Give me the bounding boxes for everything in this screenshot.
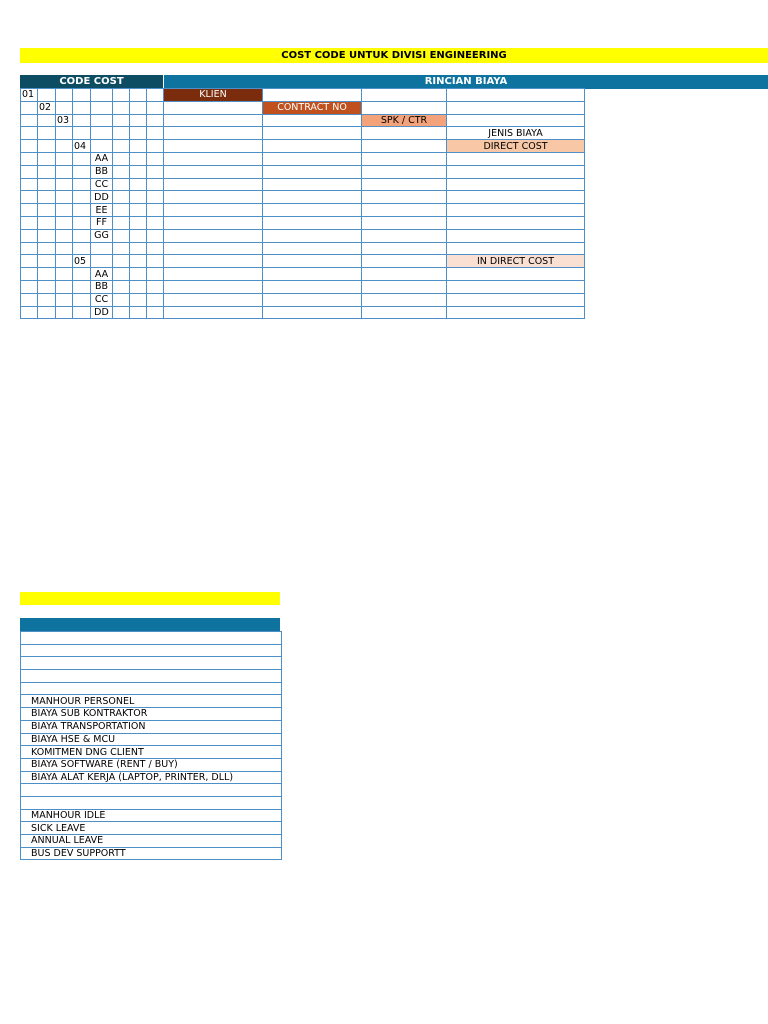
- sub-code-cell[interactable]: DD: [91, 191, 113, 204]
- list-row: [21, 632, 282, 645]
- list-row: [21, 746, 282, 759]
- table-row: [21, 101, 585, 114]
- table-row: [21, 216, 585, 229]
- table-row: [21, 242, 585, 255]
- table-row: [21, 280, 585, 293]
- detail-header-bar: [20, 618, 280, 631]
- code-level-2[interactable]: 02: [38, 101, 56, 114]
- sub-code-cell[interactable]: GG: [91, 229, 113, 242]
- list-item[interactable]: KOMITMEN DNG CLIENT: [21, 746, 282, 759]
- list-row: [21, 784, 282, 797]
- code-level-3[interactable]: 03: [56, 114, 73, 127]
- list-item[interactable]: MANHOUR IDLE: [21, 809, 282, 822]
- sub-code-cell[interactable]: AA: [91, 268, 113, 281]
- title-bar: [20, 48, 768, 63]
- list-row: [21, 835, 282, 848]
- indirect-cost-cell[interactable]: IN DIRECT COST: [447, 255, 585, 268]
- table-row: [21, 255, 585, 268]
- contract-no-cell[interactable]: CONTRACT NO: [263, 101, 362, 114]
- header-rincian-biaya: RINCIAN BIAYA: [164, 75, 768, 89]
- header-code-cost: CODE COST: [20, 75, 163, 89]
- list-row: [21, 682, 282, 695]
- direct-cost-cell[interactable]: DIRECT COST: [447, 140, 585, 153]
- table-row: [21, 114, 585, 127]
- table-row: [21, 178, 585, 191]
- list-row: [21, 758, 282, 771]
- sub-code-cell[interactable]: EE: [91, 204, 113, 217]
- list-row: [21, 670, 282, 683]
- list-row: [21, 733, 282, 746]
- sub-code-cell[interactable]: CC: [91, 178, 113, 191]
- spk-ctr-cell[interactable]: SPK / CTR: [362, 114, 447, 127]
- list-row: [21, 809, 282, 822]
- list-row: [21, 771, 282, 784]
- list-item[interactable]: BIAYA ALAT KERJA (LAPTOP, PRINTER, DLL): [21, 771, 282, 784]
- list-item[interactable]: BIAYA SUB KONTRAKTOR: [21, 708, 282, 721]
- table-row: [21, 152, 585, 165]
- sub-code-cell[interactable]: BB: [91, 165, 113, 178]
- code-level-1[interactable]: 01: [21, 89, 38, 102]
- jenis-biaya-cell[interactable]: JENIS BIAYA: [447, 127, 585, 140]
- sub-code-cell[interactable]: FF: [91, 216, 113, 229]
- list-row: [21, 657, 282, 670]
- list-row: [21, 847, 282, 860]
- sub-code-cell[interactable]: DD: [91, 306, 113, 319]
- table-row: [21, 89, 585, 102]
- list-item[interactable]: BIAYA HSE & MCU: [21, 733, 282, 746]
- table-row: [21, 268, 585, 281]
- list-row: [21, 708, 282, 721]
- list-row: [21, 644, 282, 657]
- table-row: [21, 140, 585, 153]
- cost-code-grid: [20, 88, 585, 319]
- table-row: [21, 229, 585, 242]
- list-item[interactable]: MANHOUR PERSONEL: [21, 695, 282, 708]
- list-item[interactable]: BUS DEV SUPPORTT: [21, 847, 282, 860]
- list-row: [21, 822, 282, 835]
- table-row: [21, 191, 585, 204]
- table-row: [21, 127, 585, 140]
- klien-cell[interactable]: KLIEN: [164, 89, 263, 102]
- table-row: [21, 165, 585, 178]
- table-row: [21, 293, 585, 306]
- sub-code-cell[interactable]: CC: [91, 293, 113, 306]
- list-row: [21, 695, 282, 708]
- code-level-4-indirect[interactable]: 05: [73, 255, 91, 268]
- list-item[interactable]: SICK LEAVE: [21, 822, 282, 835]
- list-item[interactable]: BIAYA SOFTWARE (RENT / BUY): [21, 758, 282, 771]
- list-row: [21, 796, 282, 809]
- table-row: [21, 306, 585, 319]
- sub-code-cell[interactable]: BB: [91, 280, 113, 293]
- code-level-4-direct[interactable]: 04: [73, 140, 91, 153]
- detail-list-table: [20, 631, 282, 860]
- list-row: [21, 720, 282, 733]
- sheet-title: COST CODE UNTUK DIVISI ENGINEERING: [281, 50, 507, 61]
- sub-code-cell[interactable]: AA: [91, 152, 113, 165]
- list-item[interactable]: BIAYA TRANSPORTATION: [21, 720, 282, 733]
- detail-title-bar: [20, 592, 280, 605]
- table-row: [21, 204, 585, 217]
- list-item[interactable]: ANNUAL LEAVE: [21, 835, 282, 848]
